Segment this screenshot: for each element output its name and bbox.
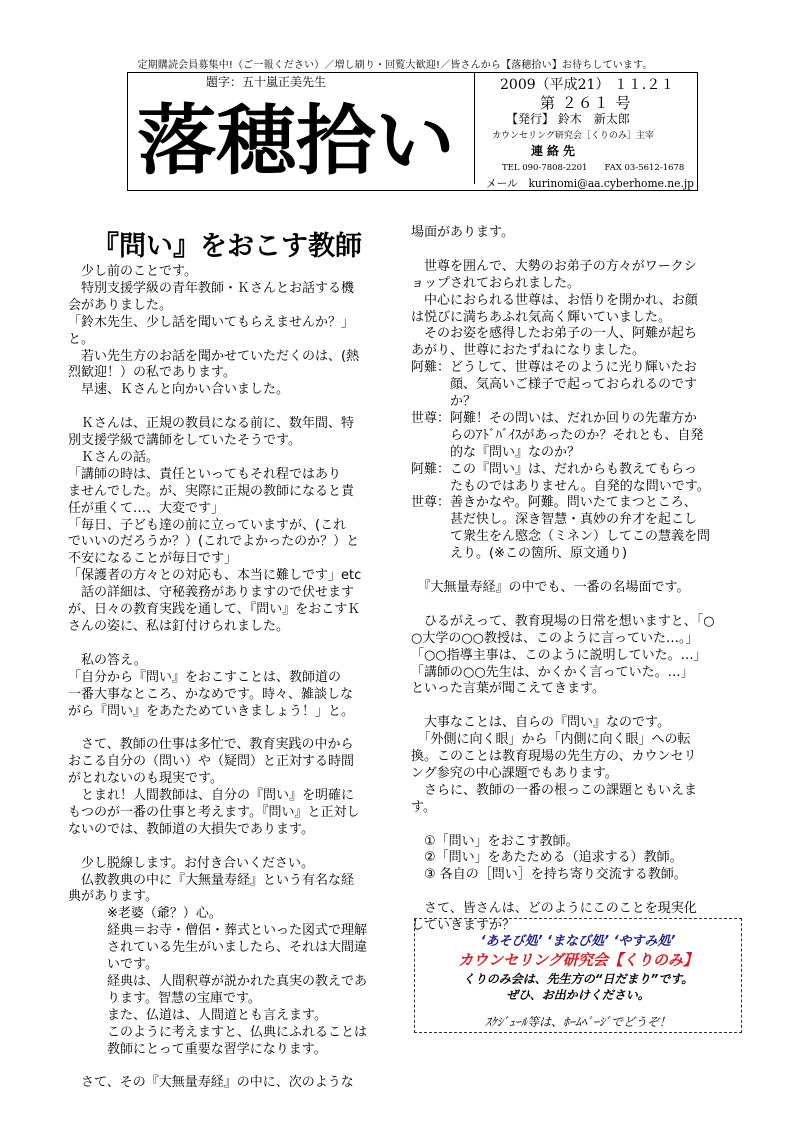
text-line: でいいのだろうか？）(これでよかったのか？）と — [68, 534, 360, 550]
text-line: 「○○指導主事は、このように説明していた。…」 — [411, 647, 707, 663]
text-line: さんの姿に、私は釘付けられました。 — [68, 619, 290, 635]
text-line: 換。このことは教育現場の先生方の、カウンセリ — [411, 749, 697, 765]
text-line: 善きかなや。阿難。問いたてまつところ、 — [450, 495, 697, 511]
text-line: 経典は、人間釈尊が説かれた真実の教えであ — [68, 974, 368, 989]
dialogue-text — [450, 462, 710, 496]
text-line: か？ — [450, 394, 477, 410]
dialogue-speaker: 世尊： — [411, 410, 451, 426]
text-line: がとれないのも現実です。 — [68, 771, 223, 787]
text-line: 仏教教典の中に『大無量寿経』という有名な経 — [68, 872, 355, 888]
dialogue-entry — [411, 462, 741, 496]
text-line: されている先生がいましたら、それは大間違 — [68, 940, 368, 956]
right-column-body — [411, 563, 741, 935]
paragraph-gap — [68, 720, 390, 737]
text-line: がら『問い』をあたためていきましょう！」と。 — [68, 703, 355, 719]
right-column-intro — [411, 225, 741, 360]
text-line: 私の答え。 — [68, 652, 147, 668]
promo-invitation: ぜひ、お出かけください。 — [506, 988, 650, 1002]
text-line: は悦びに満ちあふれ気高く輝いていました。 — [411, 309, 672, 325]
text-line: 経典＝お寺・僧侶・葬式といった図式で理解 — [68, 923, 368, 939]
issue-number: 第 ２６１ 号 — [540, 94, 632, 112]
text-line: ①「問い」をおこす教師。 — [411, 833, 579, 849]
text-line: と。 — [68, 331, 95, 347]
text-line: どうして、世尊はそのように光り輝いたお — [450, 360, 697, 376]
text-line: さて、教師の仕事は多忙で、教育実践の中から — [68, 737, 354, 753]
text-line: ③ 各自の［問い］を持ち寄り交流する教師。 — [411, 867, 687, 883]
newsletter-logo — [133, 93, 463, 181]
text-line: 「講師の時は、責任といってもそれ程ではあり — [68, 466, 342, 482]
text-line: 話の詳細は、守秘義務がありますので伏せます — [68, 585, 355, 601]
text-line: 「外側に向く眼」から「内側に向く眼」への転 — [411, 732, 691, 748]
text-line: いです。 — [68, 957, 158, 973]
dialogue-text — [450, 495, 710, 563]
text-line: とまれ！人間教師は、自分の『問い』を明確に — [68, 788, 355, 804]
text-line: 一番大事なところ、かなめです。時々、雑談しな — [68, 686, 353, 702]
text-line: 世尊を囲んで、大勢のお弟子の方々がワークシ — [411, 258, 697, 274]
promo-tagline: ‘あそび処’ ‘まなび処’ ‘やすみ処’ — [480, 934, 676, 949]
organization: カウンセリング研究会［くりのみ］主宰 — [492, 131, 654, 141]
text-line: ないのでは、教師道の大損失であります。 — [68, 821, 314, 837]
text-line: 少し脱線します。お付き合いください。 — [68, 855, 314, 871]
text-line: そのお姿を感得したお弟子の一人、阿難が起ち — [411, 326, 698, 342]
text-line: 早速、Ｋさんと向かい合いました。 — [68, 382, 290, 398]
dialogue-text — [450, 360, 697, 411]
text-line: 不安になることが毎日です」 — [68, 551, 238, 567]
text-line: していきますか？ — [411, 918, 516, 934]
text-line: 若い先生方のお話を聞かせていただくのは、(熱 — [68, 348, 360, 364]
text-line: 「保護者の方々との対応も、本当に難しです」etc — [68, 568, 362, 584]
paragraph-gap — [68, 399, 390, 416]
text-line: 「自分から『問い』をおこすことは、教師道の — [68, 669, 342, 685]
text-line: 別支援学級で講師をしていたそうです。 — [68, 433, 301, 449]
text-line: さて、皆さんは、どのようにこのことを現実化 — [411, 901, 697, 917]
promo-message: くりのみ会は、先生方の“日だまり”です。 — [462, 972, 694, 986]
text-line: といった言葉が聞こえてきます。 — [411, 681, 605, 697]
text-line: 場面があります。 — [411, 225, 514, 240]
text-line: 阿難！その問いは、だれか回りの先輩方か — [450, 410, 698, 426]
text-line: が、日々の教育実践を通して、『問い』をおこすＫ — [68, 602, 361, 618]
dialogue — [411, 360, 741, 563]
text-line: 大事なことは、自らの『問い』なのです。 — [411, 715, 670, 731]
right-column — [411, 225, 741, 935]
dialogue-entry — [411, 495, 741, 563]
text-line: 『大無量寿経』の中でも、一番の名場面です。 — [411, 580, 690, 595]
dialogue-text — [450, 411, 703, 462]
text-line: らのｱﾄﾞﾊﾞｲｽがあったのか？それとも、自発 — [450, 427, 704, 443]
text-line: す。 — [411, 799, 436, 815]
text-line: ○大学の○○教授は、このように言っていた…。」 — [411, 630, 699, 646]
text-line: 中心におられる世尊は、お悟りを開かれ、お顔 — [411, 292, 698, 308]
text-line: 典があります。 — [68, 889, 158, 905]
text-line: さて、その『大無量寿経』の中に、次のような — [68, 1075, 354, 1091]
text-line: 的な『問い』なのか？ — [450, 444, 581, 460]
text-line: 教師にとって重要な習学になります。 — [68, 1041, 327, 1057]
promo-box — [414, 918, 742, 1033]
tel-fax: TEL 090-7808-2201 FAX 03-5612-1678 — [502, 163, 685, 173]
paragraph-gap — [411, 563, 741, 580]
article-headline: 『問い』をおこす教師 — [92, 231, 362, 262]
text-line: ング参究の中心課題でもあります。 — [411, 765, 618, 781]
dialogue-speaker: 阿難： — [411, 461, 451, 477]
logo-text: 落穂拾い — [137, 96, 455, 181]
text-line: もつのが一番の仕事と考えます。『問い』と正対し — [68, 804, 360, 820]
text-line: あがり、世尊におたずねになりました。 — [411, 343, 646, 359]
text-line: 少し前のことです。 — [68, 264, 197, 279]
text-line: 「講師の○○先生は、かくかく言っていた。…」 — [411, 664, 694, 680]
paragraph-gap — [411, 884, 741, 901]
text-line: このように考えますと、仏典にふれることは — [68, 1024, 368, 1040]
paragraph-gap — [411, 817, 741, 834]
calligraphy-credit: 題字：五十嵐正美先生 — [206, 75, 327, 89]
dialogue-speaker: 世尊： — [411, 495, 451, 511]
left-column — [68, 264, 390, 1092]
text-line: また、仏道は、人間道とも言えます。 — [68, 1007, 327, 1023]
text-line: 会がありました。 — [68, 297, 173, 313]
text-line: 甚だ快し。深き智慧・真妙の弁才を起こし — [450, 512, 698, 528]
text-line: ります。智慧の宝庫です。 — [68, 990, 261, 1006]
dialogue-entry — [411, 360, 741, 411]
paragraph-gap — [411, 242, 741, 259]
promo-schedule-note: ｽｹｼﾞｭｰﾙ等は、ﾎｰﾑﾍﾟｰｼﾞでどうぞ！ — [484, 1015, 671, 1029]
paragraph-gap — [68, 1059, 390, 1076]
text-line: ませんでした。が、実際に正規の教師になると責 — [68, 483, 355, 499]
text-line: ※老婆（爺？）心。 — [68, 906, 222, 922]
subscription-notice: 定期購読会員募集中!（ご一報ください）／増し刷り・回覧大歓迎!／皆さんから【落穂拾い】お待ちしています。 — [137, 60, 653, 71]
text-line: ②「問い」をあたためる（追求する）教師。 — [411, 850, 683, 866]
dialogue-entry — [411, 411, 741, 462]
text-line: 任が重くて…、大変です」 — [68, 500, 225, 516]
paragraph-gap — [411, 597, 741, 614]
text-line: 顔、気高いご様子で起っておられるのです — [450, 377, 698, 393]
text-line: ョップされておられました。 — [411, 275, 581, 291]
text-line: さらに、教師の一番の根っこの課題ともいえま — [411, 782, 698, 798]
paragraph-gap — [68, 636, 390, 653]
dialogue-speaker: 阿難： — [411, 360, 451, 376]
promo-org-name: カウンセリング研究会【くりのみ】 — [458, 951, 698, 969]
text-line: 烈歓迎！）の私であります。 — [68, 365, 236, 381]
paragraph-gap — [68, 839, 390, 856]
text-line: 特別支援学級の青年教師・Ｋさんとお話する機 — [68, 280, 355, 296]
text-line: おこる自分の（問い）や（疑問）と正対する時間 — [68, 754, 355, 770]
email-address: メール kurinomi@aa.cyberhome.ne.jp — [486, 177, 695, 190]
contact-heading: 連絡先 — [531, 144, 580, 158]
text-line: えり。(※この箇所、原文通り) — [450, 546, 628, 562]
publisher: 【発行】 鈴木 新太郎 — [506, 112, 630, 126]
text-line: たものではありません。自発的な問いです。 — [450, 478, 710, 494]
text-line: て衆生をん愍念（ミネン）してこの慧義を問 — [450, 529, 711, 545]
issue-date: 2009（平成21） １１.２１ — [500, 77, 675, 93]
text-line: この『問い』は、だれからも教えてもらっ — [450, 461, 698, 477]
paragraph-gap — [411, 698, 741, 715]
text-line: Ｋさんの話。 — [68, 449, 160, 465]
text-line: 「鈴木先生、少し話を聞いてもらえませんか？」 — [68, 314, 355, 330]
text-line: 「毎日、子ども達の前に立っていますが、(これ — [68, 517, 347, 533]
text-line: ひるがえって、教育現場の日常を想いますと、「○ — [411, 613, 715, 629]
text-line: Ｋさんは、正規の教員になる前に、数年間、特 — [68, 416, 355, 432]
